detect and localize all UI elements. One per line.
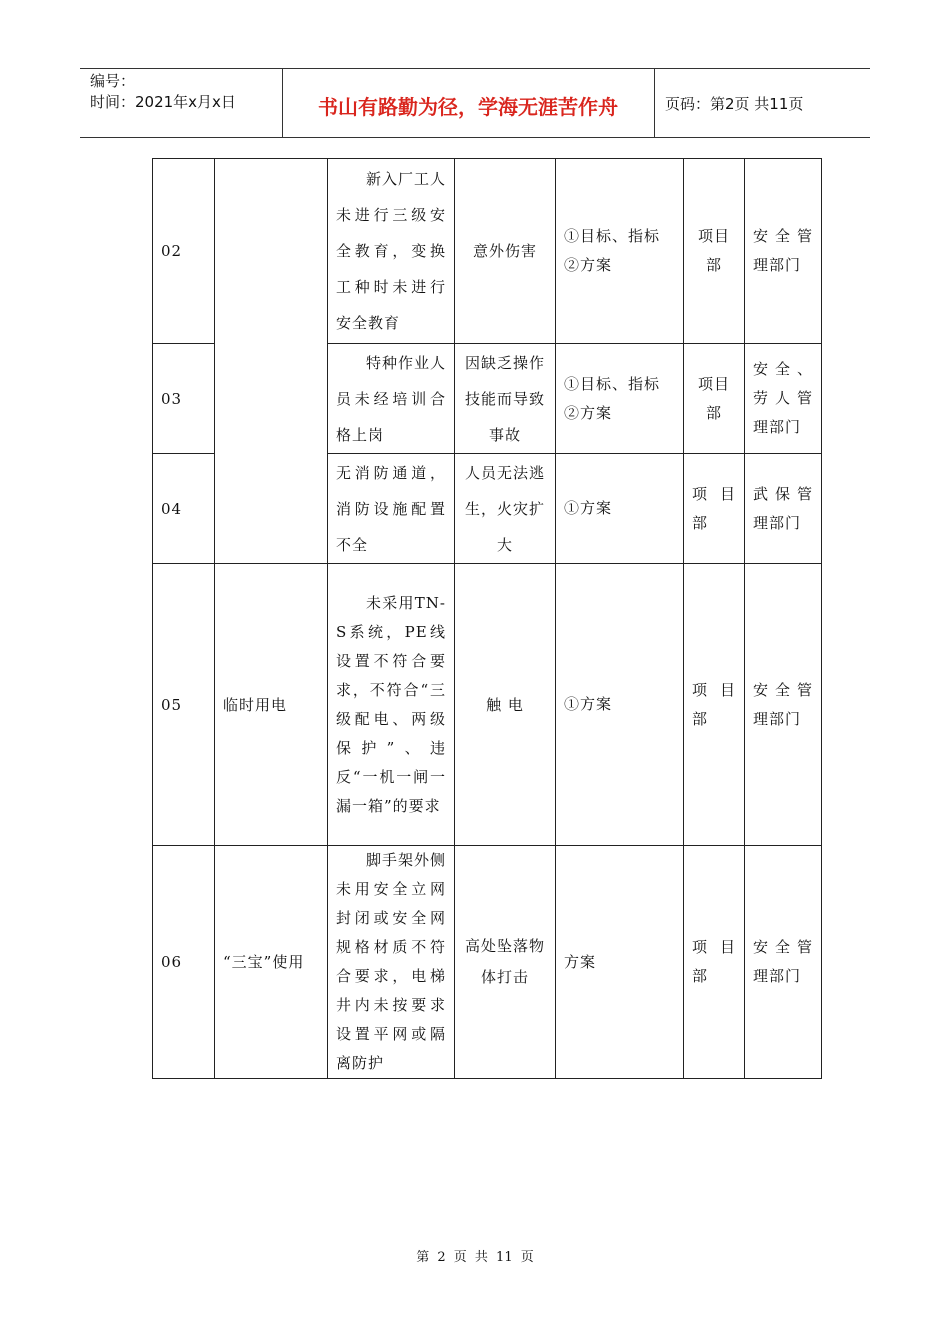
row-department: 项 目部 xyxy=(684,846,745,1079)
row-number: 04 xyxy=(153,454,215,564)
row-number: 05 xyxy=(153,564,215,846)
header-divider xyxy=(654,69,655,137)
table-row xyxy=(153,846,822,1079)
table-row xyxy=(153,564,822,846)
row-number: 02 xyxy=(153,159,215,344)
row-description: 特种作业人员未经培训合格上岗 xyxy=(336,353,447,444)
number-label: 编号： xyxy=(90,72,136,90)
row-responsible: 安全、劳人管理部门 xyxy=(745,344,822,454)
header-motto: 书山有路勤为径，学海无涯苦作舟 xyxy=(318,95,618,119)
row-hazard: 人员无法逃生，火灾扩大 xyxy=(455,454,556,564)
header-page-number: 页码：第2页 共11页 xyxy=(665,95,804,113)
page-footer: 第 2 页 共 11 页 xyxy=(416,1250,534,1265)
table-row xyxy=(153,159,822,344)
row-responsible: 武保管理部门 xyxy=(745,454,822,564)
row-description: 未采用TN-S系统，PE线设置不符合要求，不符合“三级配电、两级保护”、违反“一机一闸一漏一箱”的要求 xyxy=(336,593,446,815)
row-category: 临时用电 xyxy=(215,564,328,846)
row-department: 项 目部 xyxy=(684,564,745,846)
row-hazard: 意外伤害 xyxy=(455,159,556,344)
row-description: 新入厂工人未进行三级安全教育，变换工种时未进行安全教育 xyxy=(336,170,447,332)
header-meta xyxy=(90,71,236,113)
row-number: 06 xyxy=(153,846,215,1079)
page-header xyxy=(80,68,870,138)
row-responsible: 安全管理部门 xyxy=(745,159,822,344)
time-label: 时间：2021年x月x日 xyxy=(90,93,236,111)
row-measures: ①目标、指标 ②方案 xyxy=(556,159,684,344)
row-measures: ①目标、指标 ②方案 xyxy=(556,344,684,454)
row-department: 项 目部 xyxy=(684,454,745,564)
row-description: 无消防通道，消防设施配置不全 xyxy=(328,454,455,564)
row-number: 03 xyxy=(153,344,215,454)
row-hazard: 触 电 xyxy=(455,564,556,846)
row-responsible: 安全管理部门 xyxy=(745,846,822,1079)
row-measures: ①方案 xyxy=(556,454,684,564)
row-description: 脚手架外侧未用安全立网封闭或安全网规格材质不符合要求，电梯井内未按要求设置平网或隔离防护 xyxy=(336,851,447,1072)
hazard-table xyxy=(152,158,822,1079)
row-measures: ①方案 xyxy=(556,564,684,846)
row-department: 项目部 xyxy=(684,344,745,454)
row-hazard: 高处坠落物体打击 xyxy=(455,846,556,1079)
row-category xyxy=(215,159,328,564)
row-responsible: 安全管理部门 xyxy=(745,564,822,846)
row-hazard: 因缺乏操作技能而导致事故 xyxy=(455,344,556,454)
row-department: 项目部 xyxy=(684,159,745,344)
row-measures: 方案 xyxy=(556,846,684,1079)
row-category: “三宝”使用 xyxy=(215,846,328,1079)
